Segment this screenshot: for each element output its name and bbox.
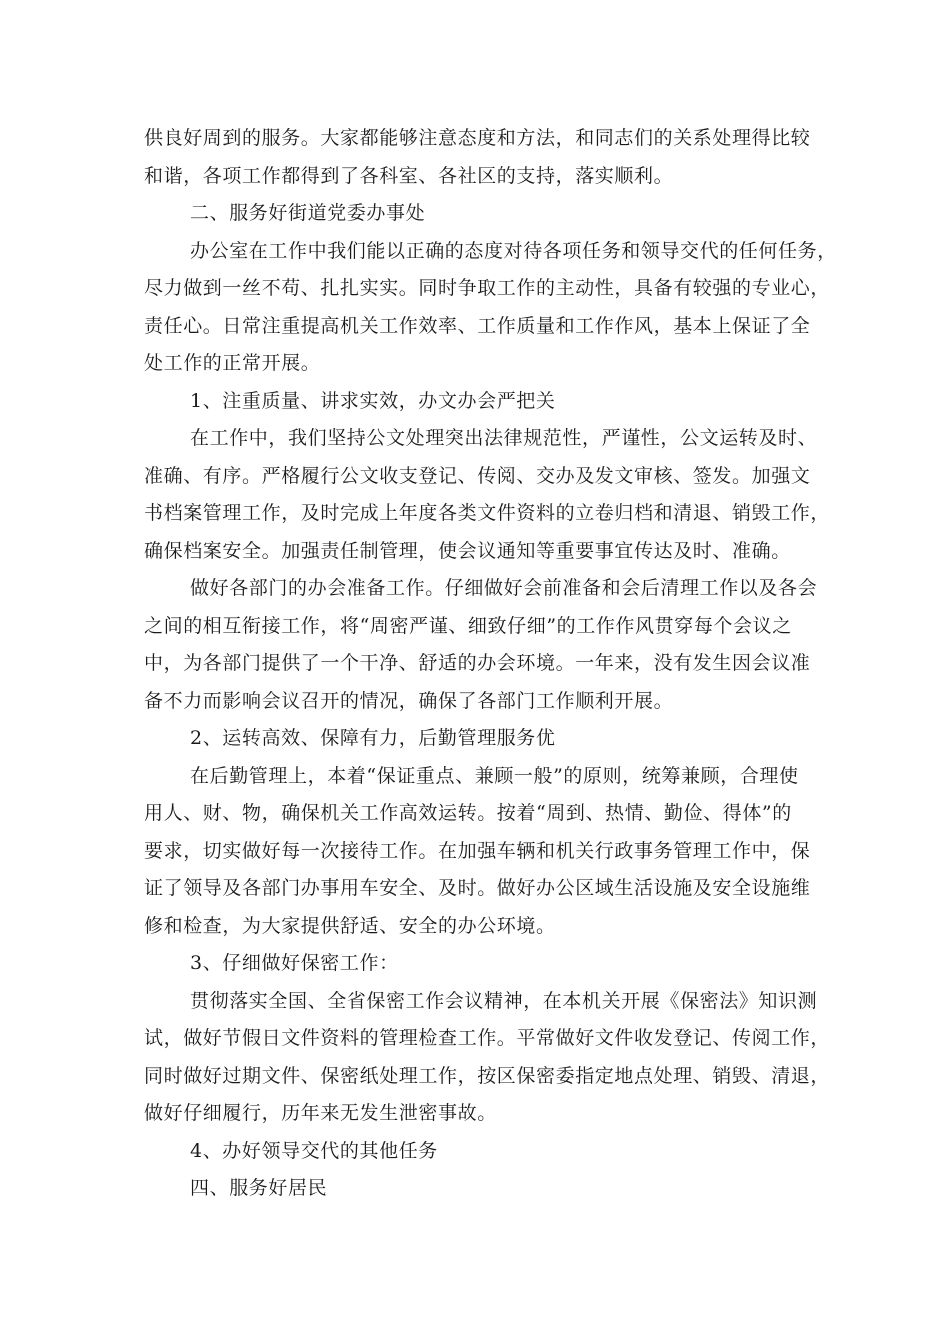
text-line: 在工作中，我们坚持公文处理突出法律规范性，严谨性，公文运转及时、 — [190, 427, 818, 449]
text-line: 2、运转高效、保障有力，后勤管理服务优 — [190, 727, 556, 749]
text-line: 书档案管理工作，及时完成上年度各类文件资料的立卷归档和清退、销毁工作， — [144, 502, 831, 524]
text-line: 之间的相互衔接工作，将“周密严谨、细致仔细”的工作作风贯穿每个会议之 — [144, 614, 792, 637]
text-line: 处工作的正常开展。 — [144, 352, 321, 374]
text-line: 和谐，各项工作都得到了各科室、各社区的支持，落实顺利。 — [144, 164, 674, 187]
text-line: 办公室在工作中我们能以正确的态度对待各项任务和领导交代的任何任务， — [190, 239, 837, 262]
text-line: 在后勤管理上，本着“保证重点、兼顾一般”的原则，统筹兼顾，合理使 — [190, 764, 799, 787]
text-line: 尽力做到一丝不苟、扎扎实实。同时争取工作的主动性，具备有较强的专业心， — [144, 277, 831, 299]
text-line: 3、仔细做好保密工作： — [190, 952, 399, 974]
text-line: 证了领导及各部门办事用车安全、及时。做好办公区域生活设施及安全设施维 — [144, 877, 811, 899]
text-line: 1、注重质量、讲求实效，办文办会严把关 — [190, 389, 556, 412]
text-line: 备不力而影响会议召开的情况，确保了各部门工作顺利开展。 — [144, 689, 674, 712]
text-line: 试，做好节假日文件资料的管理检查工作。平常做好文件收发登记、传阅工作， — [144, 1027, 831, 1049]
text-line: 用人、财、物，确保机关工作高效运转。按着“周到、热情、勤俭、得体”的 — [144, 802, 792, 824]
text-line: 四、服务好居民 — [190, 1177, 328, 1199]
document-body — [144, 120, 837, 1208]
text-line: 要求，切实做好每一次接待工作。在加强车辆和机关行政事务管理工作中，保 — [144, 839, 811, 862]
text-line: 修和检查，为大家提供舒适、安全的办公环境。 — [144, 914, 556, 937]
text-line: 做好各部门的办会准备工作。仔细做好会前准备和会后清理工作以及各会 — [190, 577, 818, 599]
text-line: 二、服务好街道党委办事处 — [190, 202, 426, 224]
text-line: 4、办好领导交代的其他任务 — [190, 1139, 438, 1162]
text-line: 供良好周到的服务。大家都能够注意态度和方法，和同志们的关系处理得比较 — [144, 127, 811, 149]
text-line: 同时做好过期文件、保密纸处理工作，按区保密委指定地点处理、销毁、清退， — [144, 1064, 831, 1087]
text-line: 中，为各部门提供了一个干净、舒适的办会环境。一年来，没有发生因会议准 — [144, 652, 811, 674]
text-line: 准确、有序。严格履行公文收支登记、传阅、交办及发文审核、签发。加强文 — [144, 464, 811, 487]
text-line: 做好仔细履行，历年来无发生泄密事故。 — [144, 1102, 497, 1124]
text-line: 确保档案安全。加强责任制管理，使会议通知等重要事宜传达及时、准确。 — [144, 539, 791, 562]
text-line: 责任心。日常注重提高机关工作效率、工作质量和工作作风，基本上保证了全 — [144, 314, 811, 337]
text-line: 贯彻落实全国、全省保密工作会议精神，在本机关开展《保密法》知识测 — [190, 989, 818, 1012]
